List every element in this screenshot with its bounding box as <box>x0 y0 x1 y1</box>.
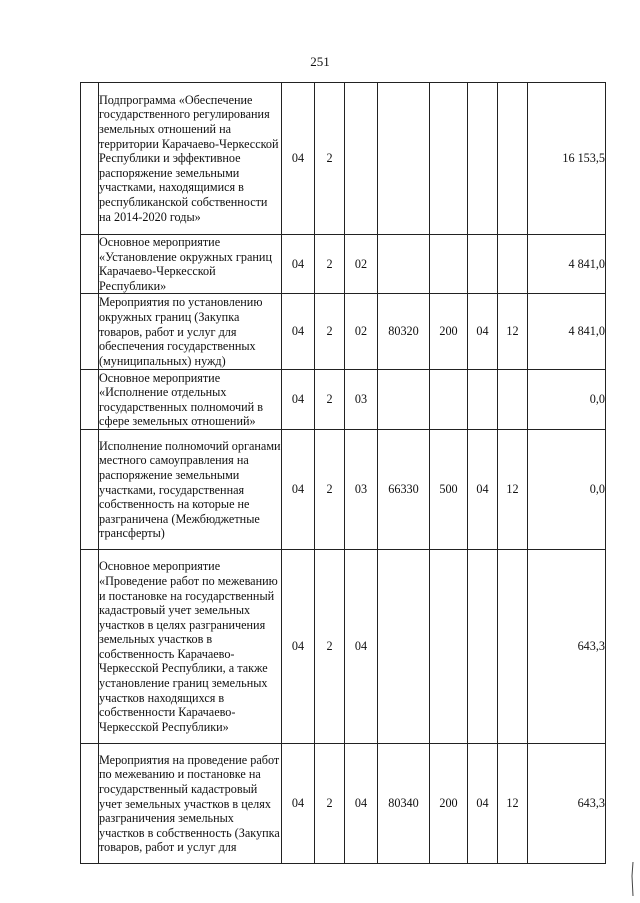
cell-gp: 04 <box>282 235 315 294</box>
row-name: Основное мероприятие «Исполнение отдельных государственных полномочий в сфере земельных отношений» <box>99 370 282 430</box>
empty-cell <box>81 744 99 864</box>
cell-pr <box>498 550 528 744</box>
cell-pp: 2 <box>315 294 345 370</box>
table-row <box>81 550 606 744</box>
empty-cell <box>81 550 99 744</box>
cell-om: 02 <box>345 235 378 294</box>
cell-pr: 12 <box>498 744 528 864</box>
cell-vr <box>430 370 468 430</box>
table-row <box>81 294 606 370</box>
page-number: 251 <box>310 54 330 69</box>
cell-rz <box>468 550 498 744</box>
row-name: Исполнение полномочий органами местного самоуправления на распоряжение земельными участками, государственная собственность на которые не разграничена (Межбюджетные трансферты) <box>99 430 282 550</box>
cell-rz: 04 <box>468 430 498 550</box>
cell-dir: 80320 <box>378 294 430 370</box>
row-name: Мероприятия по установлению окружных границ (Закупка товаров, работ и услуг для обеспечения государственных (муниципальных) нужд) <box>99 294 282 370</box>
cell-dir <box>378 235 430 294</box>
budget-table <box>80 82 606 864</box>
cell-pr <box>498 235 528 294</box>
empty-cell <box>81 294 99 370</box>
cell-amount: 643,3 <box>528 744 606 864</box>
cell-pp: 2 <box>315 235 345 294</box>
cell-pp: 2 <box>315 744 345 864</box>
cell-dir: 80340 <box>378 744 430 864</box>
cell-amount: 4 841,0 <box>528 294 606 370</box>
table-row <box>81 83 606 235</box>
cell-gp: 04 <box>282 430 315 550</box>
cell-gp: 04 <box>282 370 315 430</box>
cell-dir <box>378 83 430 235</box>
cell-pr: 12 <box>498 430 528 550</box>
cell-vr: 200 <box>430 744 468 864</box>
cell-pp: 2 <box>315 370 345 430</box>
empty-cell <box>81 83 99 235</box>
cell-pr <box>498 370 528 430</box>
cell-pr: 12 <box>498 294 528 370</box>
cell-pp: 2 <box>315 430 345 550</box>
row-name: Основное мероприятие «Проведение работ по межеванию и постановке на государственный кадастровый учет земельных участков в целях разграничения земельных участков в собственность Карачаево-Черкесской Республики, а также установление границ земельных участков находящихся в собственности Карачаево-Черкесской Республики» <box>99 550 282 744</box>
cell-rz: 04 <box>468 294 498 370</box>
table-row <box>81 370 606 430</box>
cell-amount: 0,0 <box>528 430 606 550</box>
empty-cell <box>81 370 99 430</box>
cell-vr <box>430 83 468 235</box>
cell-vr <box>430 235 468 294</box>
table-row <box>81 430 606 550</box>
cell-dir <box>378 550 430 744</box>
cell-vr: 500 <box>430 430 468 550</box>
row-name: Подпрограмма «Обеспечение государственного регулирования земельных отношений на территории Карачаево-Черкесской Республики и эффективное распоряжение земельными участками, находящимися в республиканской собственности на 2014-2020 годы» <box>99 83 282 235</box>
empty-cell <box>81 430 99 550</box>
table-row <box>81 744 606 864</box>
cell-vr: 200 <box>430 294 468 370</box>
cell-pr <box>498 83 528 235</box>
cell-om: 03 <box>345 370 378 430</box>
scan-edge-mark <box>630 862 636 896</box>
cell-gp: 04 <box>282 83 315 235</box>
cell-om: 03 <box>345 430 378 550</box>
cell-rz <box>468 83 498 235</box>
cell-gp: 04 <box>282 550 315 744</box>
cell-vr <box>430 550 468 744</box>
cell-om: 02 <box>345 294 378 370</box>
cell-pp: 2 <box>315 550 345 744</box>
table-row <box>81 235 606 294</box>
row-name: Основное мероприятие «Установление окружных границ Карачаево-Черкесской Республики» <box>99 235 282 294</box>
cell-amount: 0,0 <box>528 370 606 430</box>
cell-gp: 04 <box>282 744 315 864</box>
cell-om: 04 <box>345 744 378 864</box>
cell-dir: 66330 <box>378 430 430 550</box>
cell-om: 04 <box>345 550 378 744</box>
cell-rz <box>468 370 498 430</box>
cell-amount: 16 153,5 <box>528 83 606 235</box>
cell-dir <box>378 370 430 430</box>
cell-amount: 643,3 <box>528 550 606 744</box>
cell-pp: 2 <box>315 83 345 235</box>
cell-rz: 04 <box>468 744 498 864</box>
row-name: Мероприятия на проведение работ по межеванию и постановке на государственный кадастровый учет земельных участков в целях разграничения земельных участков в собственность (Закупка товаров, работ и услуг для <box>99 744 282 864</box>
cell-amount: 4 841,0 <box>528 235 606 294</box>
cell-gp: 04 <box>282 294 315 370</box>
cell-rz <box>468 235 498 294</box>
empty-cell <box>81 235 99 294</box>
cell-om <box>345 83 378 235</box>
